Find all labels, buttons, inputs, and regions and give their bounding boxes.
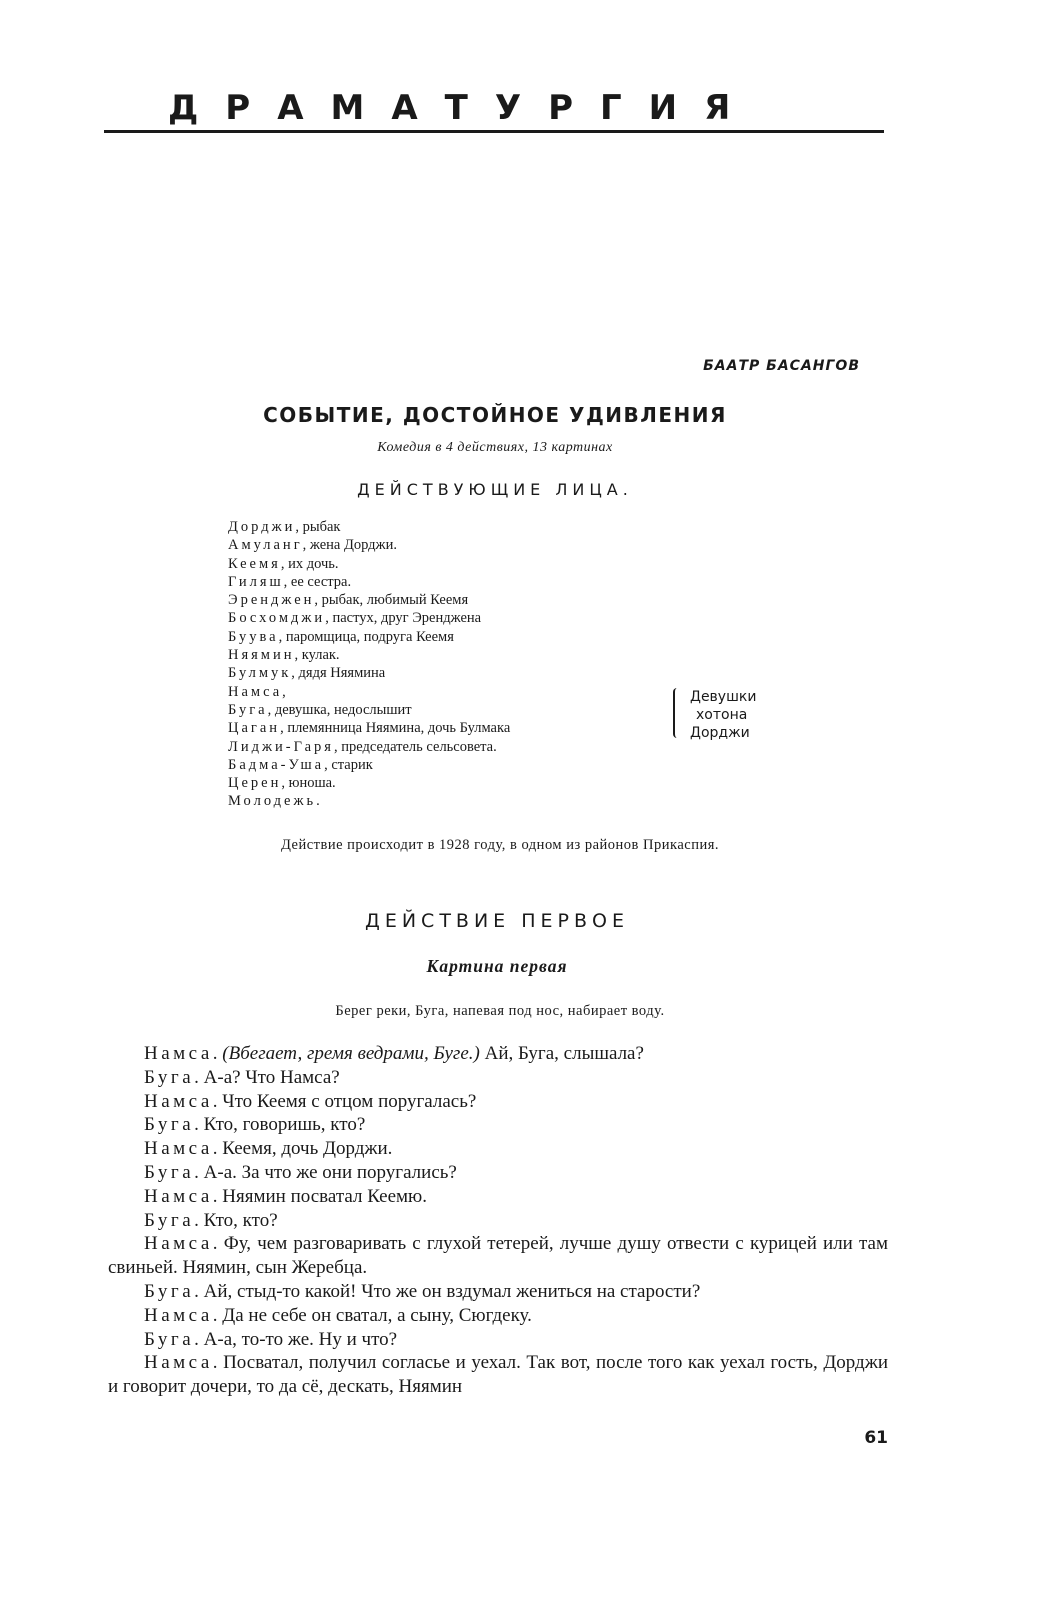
section-title: ДРАМАТУРГИЯ (168, 88, 758, 128)
cast-member-description: , рыбак (295, 519, 341, 535)
cast-member-description: , жена Дорджи. (302, 537, 397, 554)
speaker-name: Буга (144, 1114, 195, 1136)
cast-member-name: Молодежь (228, 793, 317, 810)
cast-member-name: Амуланг (228, 537, 303, 554)
cast-member-name: Няямин (228, 647, 295, 664)
cast-group-label-line: хотона (696, 707, 748, 723)
cast-member-description: , рыбак, любимый Кеемя (314, 592, 469, 609)
dialogue-text: Кеемя, дочь Дорджи. (222, 1138, 393, 1160)
speaker-name: Буга (144, 1328, 195, 1350)
speaker-name: Намса (144, 1043, 213, 1064)
cast-member (228, 738, 658, 756)
dialogue-line: Намса. Фу, чем разговаривать с глухой тетерей, лучше душу отвести с курицей или там свиньей. Няямин, сын Жеребца. (108, 1233, 889, 1279)
dialogue-text: Да не себе он сватал, а сыну, Сюгдеку. (222, 1304, 532, 1326)
speaker-name: Намса (144, 1352, 213, 1374)
dialogue-text: Что Кеемя с отцом поругалась? (222, 1090, 477, 1112)
cast-member (228, 646, 658, 664)
cast-member-name: Буува (228, 628, 279, 645)
dialogue-text: Посватал, получил согласье и уехал. Так вот, после того как уехал гость, Дорджи и говорит дочери, то да сё, дескать, Няямин (108, 1352, 889, 1398)
cast-member (228, 518, 658, 536)
dialogue-text: А-а? Что Намса? (203, 1066, 340, 1088)
scene-heading: Картина первая (426, 956, 568, 976)
header-rule (104, 130, 884, 133)
cast-member-description: , пастух, друг Эренджена (325, 610, 482, 627)
speaker-name: Буга (144, 1209, 195, 1231)
speaker-name: Буга (144, 1066, 195, 1088)
speaker-name: Буга (144, 1161, 195, 1183)
cast-list (228, 518, 658, 811)
dialogue (108, 1042, 888, 1399)
act-heading: ДЕЙСТВИЕ ПЕРВОЕ (365, 910, 629, 932)
cast-member-name: Босхомджи (228, 610, 326, 627)
cast-member-description: , кулак. (294, 647, 340, 664)
cast-member-description: , племянница Няямина, дочь Булмака (280, 720, 511, 737)
stage-direction: Берег реки, Буга, напевая под нос, набирает воду. (335, 1003, 665, 1019)
cast-member-name: Эренджен (228, 592, 315, 609)
cast-member (228, 591, 658, 609)
cast-member-name: Намса (228, 683, 283, 700)
cast-member-description: , их дочь. (280, 555, 339, 572)
dialogue-line: Намса. Посватал, получил согласье и уехал. Так вот, после того как уехал гость, Дорджи и говорит дочери, то да сё, дескать, Няямин (108, 1352, 889, 1398)
speaker-name: Намса (144, 1233, 213, 1255)
dialogue-line: Намса. Кеемя, дочь Дорджи. (144, 1138, 393, 1160)
cast-member-description: , старик (324, 756, 373, 773)
dialogue-text: А-а, то-то же. Ну и что? (203, 1328, 398, 1350)
cast-member (228, 573, 658, 591)
cast-member-name: Гиляш (228, 573, 284, 590)
cast-group-label-line: Дорджи (690, 725, 750, 741)
dialogue-text: Няямин посватал Кеемю. (222, 1185, 427, 1207)
dialogue-line: Буга. Кто, кто? (144, 1209, 278, 1231)
cast-member-name: Дорджи (228, 519, 296, 535)
speaker-name: Намса (144, 1304, 213, 1326)
page-number: 61 (864, 1428, 888, 1448)
dialogue-line: Буга. Ай, стыд-то какой! Что же он вздумал жениться на старости? (144, 1280, 701, 1302)
cast-member-name: Лиджи-Гаря (228, 738, 334, 755)
speaker-name: Буга (144, 1280, 195, 1302)
cast-group-label (690, 688, 780, 742)
cast-member (228, 609, 658, 627)
cast-member (228, 701, 658, 719)
cast-member-description: , (282, 683, 286, 700)
cast-member-name: Цаган (228, 720, 281, 737)
cast-member (228, 683, 658, 701)
setting-line: Действие происходит в 1928 году, в одном из районов Прикаспия. (280, 837, 720, 853)
cast-member-description: , паромщица, подруга Кеемя (278, 628, 454, 645)
speaker-name: Намса (144, 1138, 213, 1160)
dialogue-text: А-а. За что же они поругались? (203, 1161, 457, 1183)
author-name: БААТР БАСАНГОВ (703, 358, 860, 374)
cast-heading: ДЕЙСТВУЮЩИЕ ЛИЦА. (357, 480, 633, 499)
cast-member (228, 756, 658, 774)
dialogue-line: Намса. Няямин посватал Кеемю. (144, 1185, 427, 1207)
cast-member-description: , девушка, недослышит (267, 701, 412, 718)
cast-member-name: Кеемя (228, 555, 281, 572)
dialogue-text: Кто, кто? (203, 1209, 278, 1231)
cast-member (228, 792, 658, 810)
dialogue-text: Фу, чем разговаривать с глухой тетерей, лучше душу отвести с курицей или там свиньей. Няямин, сын Жеребца. (108, 1233, 889, 1279)
cast-member-description: , ее сестра. (283, 573, 352, 590)
dialogue-line: Буга. А-а, то-то же. Ну и что? (144, 1328, 398, 1350)
cast-member-description: , юноша. (281, 775, 336, 792)
dialogue-text: Ай, стыд-то какой! Что же он вздумал жениться на старости? (203, 1280, 701, 1302)
dialogue-line: Буга. Кто, говоришь, кто? (144, 1114, 366, 1136)
cast-group-label-line: Девушки (690, 689, 757, 705)
dialogue-line: Намса. Что Кеемя с отцом поругалась? (144, 1090, 477, 1112)
cast-member-description: , дядя Няямина (291, 665, 386, 682)
stage-direction-inline: (Вбегает, гремя ведрами, Буге.) (222, 1043, 480, 1064)
play-title: СОБЫТИЕ, ДОСТОЙНОЕ УДИВЛЕНИЯ (263, 403, 727, 427)
dialogue-line: Намса. (Вбегает, гремя ведрами, Буге.) Ай, Буга, слышала? (144, 1043, 644, 1064)
speaker-name: Намса (144, 1185, 213, 1207)
speaker-name: Намса (144, 1090, 213, 1112)
cast-member-description: . (316, 793, 320, 810)
cast-member-name: Булмук (228, 665, 292, 682)
cast-member (228, 536, 658, 554)
cast-member (228, 774, 658, 792)
cast-member (228, 555, 658, 573)
dialogue-line: Буга. А-а? Что Намса? (144, 1066, 340, 1088)
dialogue-line: Намса. Да не себе он сватал, а сыну, Сюгдеку. (144, 1304, 532, 1326)
cast-brace (673, 688, 683, 738)
play-subtitle: Комедия в 4 действиях, 13 картинах (377, 440, 613, 455)
cast-member (228, 664, 658, 682)
cast-member-name: Церен (228, 775, 282, 792)
dialogue-text: Ай, Буга, слышала? (479, 1043, 644, 1064)
dialogue-text: Кто, говоришь, кто? (203, 1114, 366, 1136)
cast-member-name: Бадма-Уша (228, 756, 325, 773)
section-header (104, 88, 884, 133)
cast-member-name: Буга (228, 701, 268, 718)
cast-member (228, 628, 658, 646)
cast-member-description: , председатель сельсовета. (333, 738, 497, 755)
cast-member (228, 719, 658, 737)
dialogue-line: Буга. А-а. За что же они поругались? (144, 1161, 457, 1183)
